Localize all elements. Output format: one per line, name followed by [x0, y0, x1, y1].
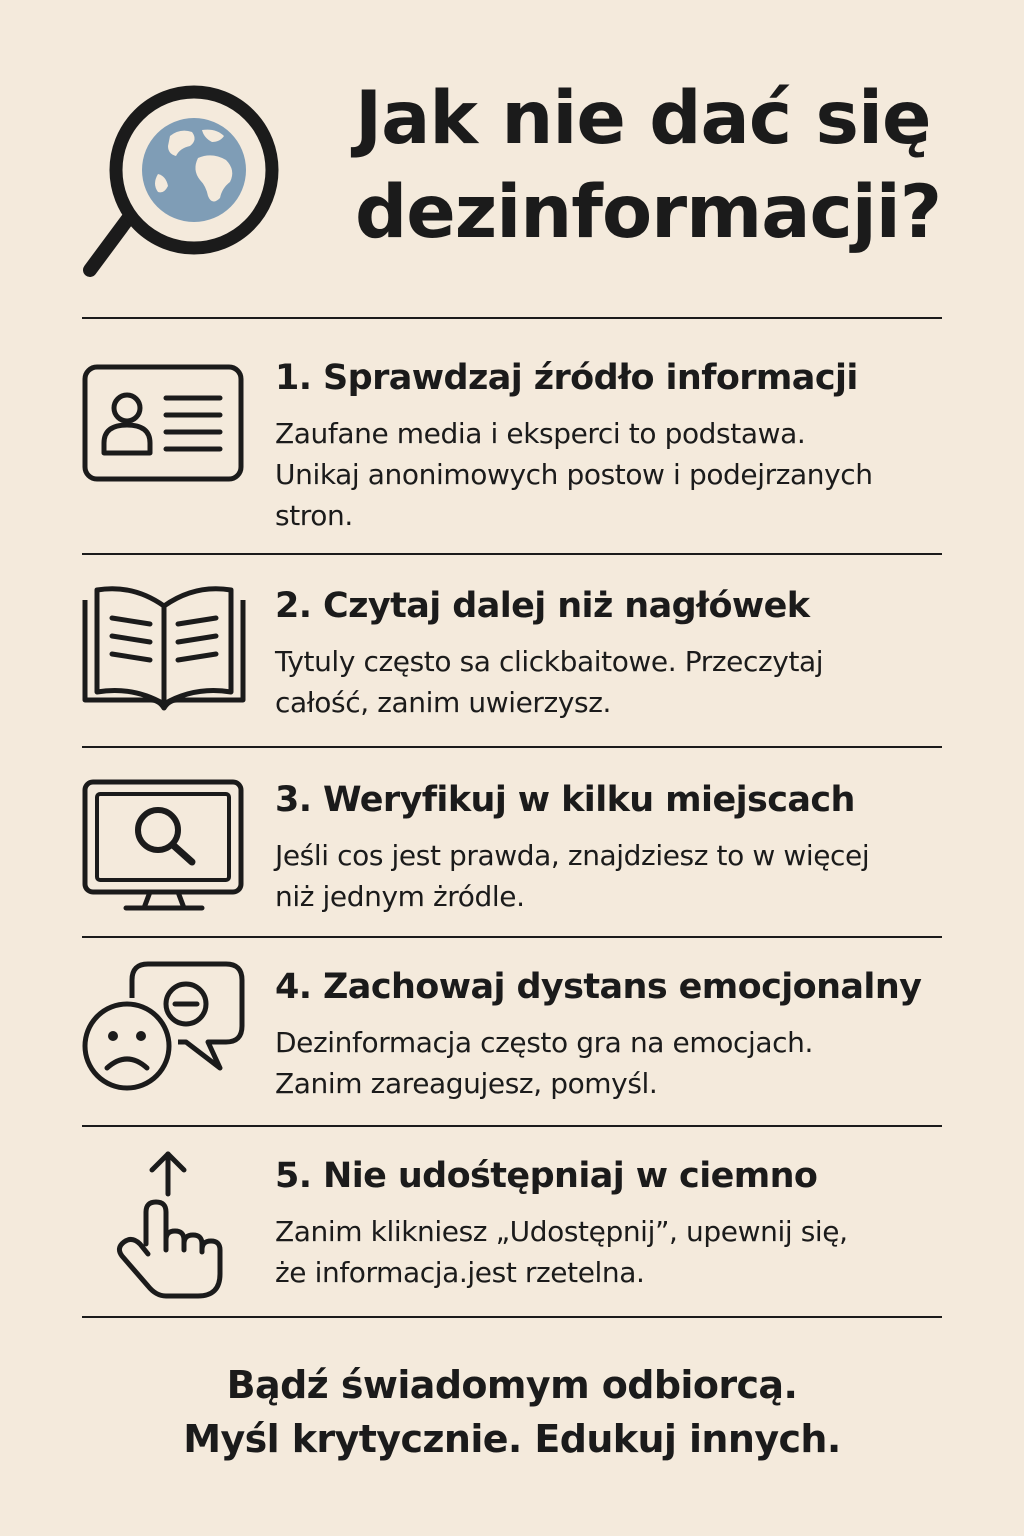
tip-4-heading: 4. Zachowaj dystans emocjonalny	[275, 967, 922, 1007]
tip-1-body-line: stron.	[275, 499, 353, 532]
tip-2-body	[275, 641, 955, 723]
open-book-icon	[82, 578, 246, 728]
tip-2-body-line: Tytuly często sa clickbaitowe. Przeczytaj	[275, 645, 824, 678]
tip-5-body	[275, 1211, 955, 1293]
divider	[82, 553, 942, 555]
tip-3-body-line: niż jednym żródle.	[275, 880, 525, 913]
monitor-search-icon	[82, 774, 246, 924]
tip-1-body-line: Unikaj anonimowych postow i podejrzanych	[275, 458, 873, 491]
tip-1-body	[275, 413, 955, 536]
page-title	[355, 72, 995, 260]
footer-line-1: Bądź świadomym odbiorcą.	[226, 1363, 798, 1407]
tip-5-body-line: Zanim klikniesz „Udostępnij”, upewnij się,	[275, 1215, 848, 1248]
tip-2-body-line: całość, zanim uwierzysz.	[275, 686, 611, 719]
divider	[82, 1125, 942, 1127]
tip-1-heading: 1. Sprawdzaj źródło informacji	[275, 358, 858, 398]
tip-3-body-line: Jeśli cos jest prawda, znajdziesz to w więcej	[275, 839, 870, 872]
page-title-line-1: Jak nie dać się	[355, 76, 931, 161]
tip-3-body	[275, 835, 955, 917]
divider	[82, 936, 942, 938]
tip-4-body	[275, 1022, 955, 1104]
hand-pointer-up-icon	[82, 1146, 246, 1296]
footer-line-2: Myśl krytycznie. Edukuj innych.	[183, 1417, 841, 1461]
tip-4-body-line: Zanim zareagujesz, pomyśl.	[275, 1067, 658, 1100]
id-card-icon	[82, 353, 246, 503]
page-title-line-2: dezinformacji?	[355, 170, 942, 255]
tip-1-body-line: Zaufane media i eksperci to podstawa.	[275, 417, 806, 450]
tip-5-body-line: że informacja.jest rzetelna.	[275, 1256, 645, 1289]
footer-slogan	[0, 1358, 1024, 1466]
divider	[82, 746, 942, 748]
tip-4-body-line: Dezinformacja często gra na emocjach.	[275, 1026, 813, 1059]
divider	[82, 1316, 942, 1318]
tip-5-heading: 5. Nie udośtępniaj w ciemno	[275, 1156, 818, 1196]
magnifier-globe-icon	[78, 92, 288, 282]
divider	[82, 317, 942, 319]
tip-3-heading: 3. Weryfikuj w kilku miejscach	[275, 780, 855, 820]
sad-face-speech-icon	[82, 958, 246, 1108]
tip-2-heading: 2. Czytaj dalej niż nagłówek	[275, 586, 810, 626]
